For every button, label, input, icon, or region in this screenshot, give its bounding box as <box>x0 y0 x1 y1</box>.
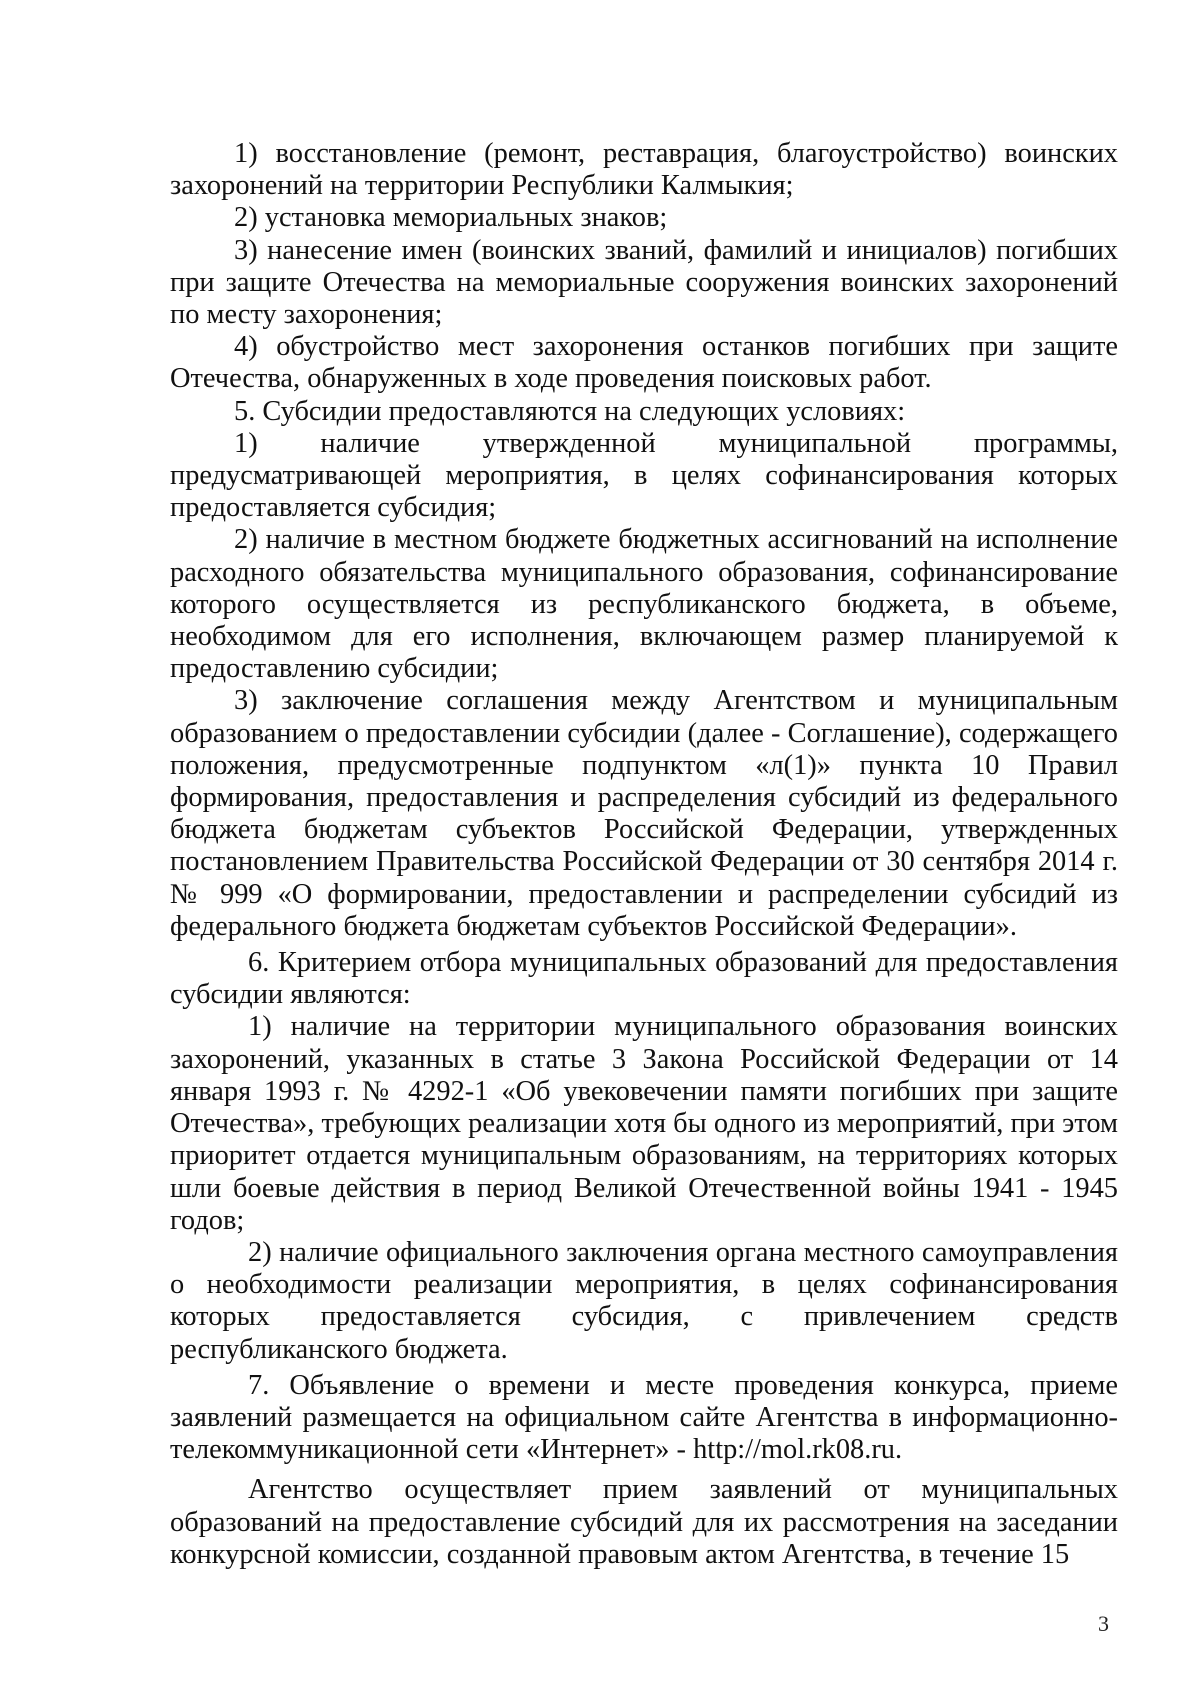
page-number: 3 <box>1098 1611 1109 1636</box>
paragraph-item-3: 3) нанесение имен (воинских званий, фамилий и инициалов) погибших при защите Отечества на мемориальные сооружения воинских захоронений по месту захоронения; <box>170 234 1118 331</box>
paragraph-condition-3: 3) заключение соглашения между Агентством и муниципальным образованием о предоставлении субсидии (далее - Соглашение), содержащего положения, предусмотренные подпунктом «л(1)» пункта 10 Правил формирования, предоставления и распределения субсидий из федерального бюджета бюджетам субъектов Российской Федерации, утвержденных постановлением Правительства Российской Федерации от 30 сентября 2014 г. № 999 «О формировании, предоставлении и распределении субсидий из федерального бюджета бюджетам субъектов Российской Федерации». <box>170 685 1118 942</box>
paragraph-item-4: 4) обустройство мест захоронения останков погибших при защите Отечества, обнаруженных в ходе проведения поисковых работ. <box>170 331 1118 395</box>
paragraph-section-5: 5. Субсидии предоставляются на следующих условиях: <box>234 395 906 427</box>
paragraph-section-7: 7. Объявление о времени и месте проведения конкурса, приеме заявлений размещается на официальном сайте Агентства в информационно-телекоммуникационной сети «Интернет» - http://mol.rk08.ru. <box>170 1369 1118 1466</box>
document-body <box>170 138 1118 1571</box>
paragraph-condition-2: 2) наличие в местном бюджете бюджетных ассигнований на исполнение расходного обязательства муниципального образования, софинансирование которого осуществляется из республиканского бюджета, в объеме, необходимом для его исполнения, включающем размер планируемой к предоставлению субсидии; <box>170 524 1118 685</box>
paragraph-condition-1: 1) наличие утвержденной муниципальной программы, предусматривающей мероприятия, в целях софинансирования которых предоставляется субсидия; <box>170 427 1118 524</box>
paragraph-criterion-1: 1) наличие на территории муниципального образования воинских захоронений, указанных в статье 3 Закона Российской Федерации от 14 января 1993 г. № 4292-1 «Об увековечении памяти погибших при защите Отечества», требующих реализации хотя бы одного из мероприятий, при этом приоритет отдается муниципальным образованиям, на территориях которых шли боевые действия в период Великой Отечественной войны 1941 - 1945 годов; <box>170 1011 1118 1236</box>
paragraph-item-2: 2) установка мемориальных знаков; <box>234 202 668 234</box>
paragraph-agency-applications: Агентство осуществляет прием заявлений от муниципальных образований на предоставление субсидий для их рассмотрения на заседании конкурсной комиссии, созданной правовым актом Агентства, в течение 15 <box>170 1474 1118 1570</box>
paragraph-section-6: 6. Критерием отбора муниципальных образований для предоставления субсидии являются: <box>170 947 1118 1011</box>
paragraph-item-1: 1) восстановление (ремонт, реставрация, благоустройство) воинских захоронений на территории Республики Калмыкия; <box>170 138 1118 202</box>
paragraph-criterion-2: 2) наличие официального заключения органа местного самоуправления о необходимости реализации мероприятия, в целях софинансирования которых предоставляется субсидия, с привлечением средств республиканского бюджета. <box>170 1236 1118 1365</box>
